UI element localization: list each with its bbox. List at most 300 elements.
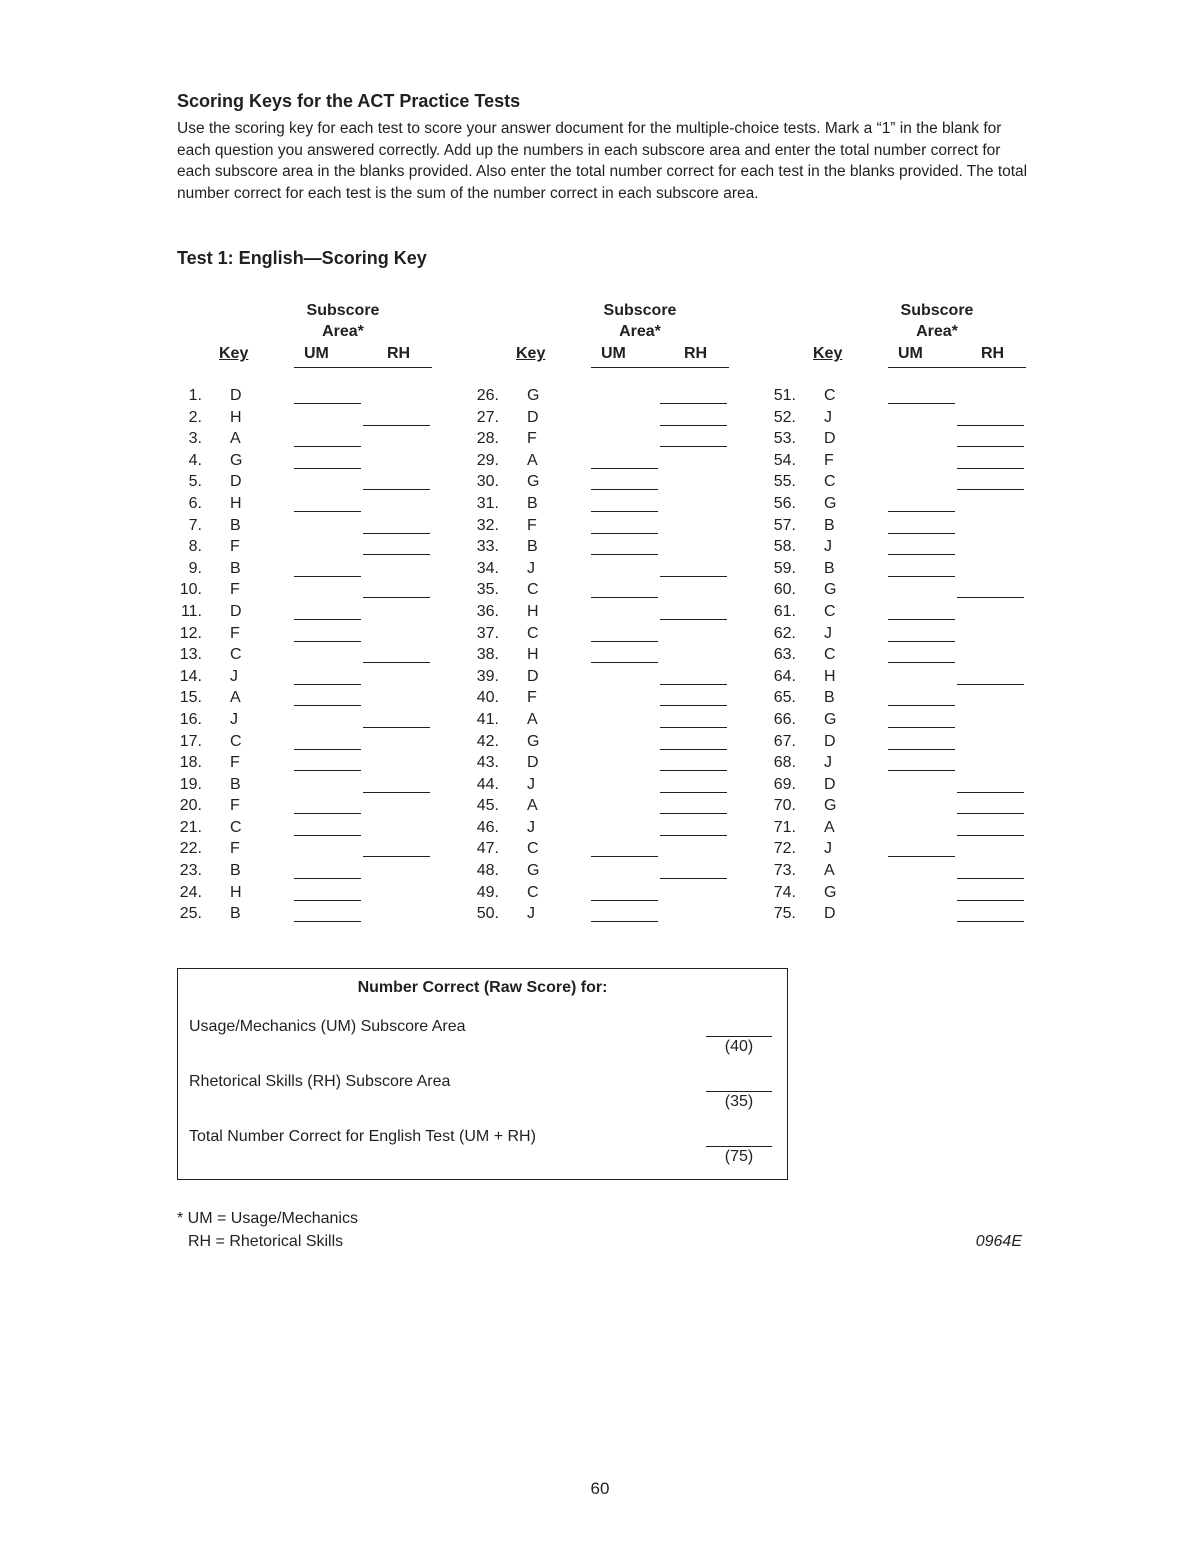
answer-row <box>177 645 437 667</box>
question-number: 7. <box>188 516 202 534</box>
rh-blank[interactable] <box>957 878 1024 879</box>
um-blank[interactable] <box>294 403 361 404</box>
answer-row <box>474 451 734 473</box>
answer-key: G <box>824 494 837 512</box>
answer-key: D <box>824 775 836 793</box>
answer-row <box>177 732 437 754</box>
question-number: 60. <box>773 581 796 599</box>
answer-row <box>177 602 437 624</box>
answer-row <box>474 645 734 667</box>
um-blank[interactable] <box>591 554 658 555</box>
rh-blank[interactable] <box>957 813 1024 814</box>
question-number: 36. <box>476 602 499 620</box>
answer-row <box>474 494 734 516</box>
answer-row <box>177 580 437 602</box>
um-blank[interactable] <box>294 705 361 706</box>
answer-row <box>771 775 1031 797</box>
instructions-paragraph: Use the scoring key for each test to score your answer document for the multiple-choice tests. Mark a “1” in the blank for each question you answered correctly. Add up the numbers in each subscore area and enter the total number correct for each subscore area in the blanks provided. Also enter the total number correct for each test in the blanks provided. The total number correct for each test is the sum of the number correct in each subscore area. <box>177 120 1028 202</box>
question-number: 64. <box>773 667 796 685</box>
answer-row <box>474 904 734 926</box>
answer-row <box>771 429 1031 451</box>
um-blank[interactable] <box>888 770 955 771</box>
um-blank[interactable] <box>591 921 658 922</box>
answer-row <box>474 580 734 602</box>
rh-blank[interactable] <box>957 900 1024 901</box>
answer-key: G <box>824 883 837 901</box>
rh-blank[interactable] <box>660 576 727 577</box>
key-heading: Key <box>219 345 249 362</box>
raw-score-box <box>177 968 788 1180</box>
question-number: 47. <box>476 840 499 858</box>
answer-key: F <box>527 516 537 534</box>
question-number: 2. <box>188 408 202 426</box>
answer-key: B <box>230 516 241 534</box>
um-blank[interactable] <box>294 813 361 814</box>
answer-key: D <box>824 732 836 750</box>
question-number: 9. <box>188 559 202 577</box>
answer-key: A <box>527 710 538 728</box>
answer-key: H <box>230 408 242 426</box>
answer-row <box>771 494 1031 516</box>
rh-blank[interactable] <box>660 446 727 447</box>
question-number: 28. <box>476 430 499 448</box>
um-heading: UM <box>304 345 329 362</box>
answer-row <box>474 861 734 883</box>
answer-key: A <box>527 797 538 815</box>
area-label: Area* <box>916 323 958 340</box>
question-number: 45. <box>476 797 499 815</box>
question-number: 53. <box>773 430 796 448</box>
rh-blank[interactable] <box>363 533 430 534</box>
answer-row <box>177 451 437 473</box>
answer-row <box>771 753 1031 775</box>
answer-key: G <box>824 581 837 599</box>
question-number: 50. <box>476 905 499 923</box>
question-number: 62. <box>773 624 796 642</box>
subscore-heading <box>564 300 716 342</box>
question-number: 30. <box>476 473 499 491</box>
key-heading: Key <box>813 345 843 362</box>
um-blank[interactable] <box>294 446 361 447</box>
answer-row <box>771 861 1031 883</box>
answer-row <box>474 839 734 861</box>
answer-key: B <box>230 559 241 577</box>
question-number: 19. <box>179 775 202 793</box>
question-number: 33. <box>476 538 499 556</box>
answer-row <box>474 818 734 840</box>
rh-blank[interactable] <box>957 446 1024 447</box>
answer-key: A <box>230 689 241 707</box>
um-blank[interactable] <box>888 554 955 555</box>
rh-heading: RH <box>981 345 1005 362</box>
answer-row <box>474 408 734 430</box>
rh-blank[interactable] <box>660 813 727 814</box>
answer-key: G <box>527 862 540 880</box>
question-number: 31. <box>476 494 499 512</box>
answer-row <box>771 883 1031 905</box>
answer-row <box>177 753 437 775</box>
answer-key: C <box>824 646 836 664</box>
answer-row <box>771 796 1031 818</box>
question-number: 6. <box>188 494 202 512</box>
page-title: Scoring Keys for the ACT Practice Tests <box>177 91 521 111</box>
answer-key: B <box>527 494 538 512</box>
um-blank[interactable] <box>888 749 955 750</box>
question-number: 3. <box>188 430 202 448</box>
answer-key: F <box>824 451 834 469</box>
um-blank[interactable] <box>294 921 361 922</box>
question-number: 13. <box>179 646 202 664</box>
answer-row <box>771 688 1031 710</box>
question-number: 26. <box>476 387 499 404</box>
um-blank[interactable] <box>294 641 361 642</box>
um-blank[interactable] <box>591 900 658 901</box>
answer-key: C <box>527 581 539 599</box>
answer-key: C <box>527 883 539 901</box>
subscore-label: Subscore <box>306 302 380 319</box>
answer-row <box>771 408 1031 430</box>
answer-key: J <box>527 905 535 923</box>
um-blank[interactable] <box>591 641 658 642</box>
answer-key-column-1 <box>177 386 437 926</box>
question-number: 39. <box>476 667 499 685</box>
answer-row <box>177 818 437 840</box>
answer-key: F <box>230 754 240 772</box>
answer-key: C <box>230 732 242 750</box>
answer-row <box>177 861 437 883</box>
rh-blank[interactable] <box>957 597 1024 598</box>
question-number: 21. <box>179 818 202 836</box>
answer-key: A <box>824 862 835 880</box>
rh-blank[interactable] <box>957 425 1024 426</box>
rh-blank[interactable] <box>363 489 430 490</box>
question-number: 52. <box>773 408 796 426</box>
question-number: 56. <box>773 494 796 512</box>
rh-blank[interactable] <box>660 770 727 771</box>
question-number: 16. <box>179 710 202 728</box>
answer-row <box>177 710 437 732</box>
question-number: 58. <box>773 538 796 556</box>
english-total-label: Total Number Correct for English Test (UM + RH) <box>189 1128 536 1145</box>
um-blank[interactable] <box>294 770 361 771</box>
um-blank[interactable] <box>888 533 955 534</box>
um-blank[interactable] <box>591 662 658 663</box>
rh-blank[interactable] <box>660 792 727 793</box>
rh-blank[interactable] <box>363 597 430 598</box>
answer-key: G <box>230 451 243 469</box>
english-total-blank[interactable] <box>706 1146 772 1147</box>
question-number: 8. <box>188 538 202 556</box>
rh-blank[interactable] <box>660 403 727 404</box>
rh-heading: RH <box>684 345 708 362</box>
answer-key: J <box>824 754 832 772</box>
answer-key: C <box>824 473 836 491</box>
answer-key: A <box>527 451 538 469</box>
um-heading: UM <box>601 345 626 362</box>
question-number: 51. <box>773 387 796 404</box>
answer-key: B <box>230 775 241 793</box>
question-number: 65. <box>773 689 796 707</box>
answer-key: C <box>824 387 836 404</box>
rh-blank[interactable] <box>957 489 1024 490</box>
answer-key: C <box>527 840 539 858</box>
question-number: 48. <box>476 862 499 880</box>
answer-key: G <box>824 710 837 728</box>
answer-key: F <box>527 689 537 707</box>
um-blank[interactable] <box>294 576 361 577</box>
um-blank[interactable] <box>888 619 955 620</box>
rh-blank[interactable] <box>957 835 1024 836</box>
answer-row <box>474 688 734 710</box>
question-number: 46. <box>476 818 499 836</box>
question-number: 23. <box>179 862 202 880</box>
answer-row <box>771 904 1031 926</box>
rh-blank[interactable] <box>363 727 430 728</box>
rh-blank[interactable] <box>363 856 430 857</box>
question-number: 63. <box>773 646 796 664</box>
rh-blank[interactable] <box>957 684 1024 685</box>
question-number: 12. <box>179 624 202 642</box>
answer-row <box>771 667 1031 689</box>
rh-blank[interactable] <box>660 684 727 685</box>
question-number: 67. <box>773 732 796 750</box>
question-number: 44. <box>476 775 499 793</box>
answer-key: C <box>527 624 539 642</box>
question-number: 5. <box>188 473 202 491</box>
answer-key: B <box>230 862 241 880</box>
rh-max-score: (35) <box>724 1093 754 1110</box>
answer-row <box>771 516 1031 538</box>
answer-row <box>177 775 437 797</box>
question-number: 68. <box>773 754 796 772</box>
page-number: 60 <box>590 1479 610 1498</box>
answer-row <box>177 472 437 494</box>
um-blank[interactable] <box>888 705 955 706</box>
answer-key: D <box>824 430 836 448</box>
um-blank[interactable] <box>888 662 955 663</box>
um-blank[interactable] <box>888 856 955 857</box>
answer-row <box>177 904 437 926</box>
question-number: 38. <box>476 646 499 664</box>
answer-key: D <box>527 754 539 772</box>
question-number: 71. <box>773 818 796 836</box>
answer-key-column-2 <box>474 386 734 926</box>
um-blank[interactable] <box>294 468 361 469</box>
um-blank[interactable] <box>294 684 361 685</box>
header-rule <box>888 367 1026 368</box>
answer-key: F <box>230 538 240 556</box>
answer-key: J <box>527 559 535 577</box>
answer-key: B <box>824 516 835 534</box>
um-max-score: (40) <box>724 1038 754 1055</box>
answer-row <box>474 602 734 624</box>
question-number: 35. <box>476 581 499 599</box>
answer-row <box>771 818 1031 840</box>
answer-row <box>771 386 1031 408</box>
subscore-heading <box>861 300 1013 342</box>
question-number: 1. <box>188 387 202 404</box>
question-number: 37. <box>476 624 499 642</box>
um-total-blank[interactable] <box>706 1036 772 1037</box>
um-blank[interactable] <box>591 489 658 490</box>
answer-row <box>771 559 1031 581</box>
answer-key: C <box>824 602 836 620</box>
answer-row <box>177 559 437 581</box>
question-number: 4. <box>188 451 202 469</box>
answer-key: A <box>824 818 835 836</box>
answer-row <box>474 883 734 905</box>
answer-row <box>474 429 734 451</box>
answer-key: B <box>824 559 835 577</box>
question-number: 10. <box>179 581 202 599</box>
answer-key: F <box>230 581 240 599</box>
answer-row <box>771 472 1031 494</box>
answer-key: G <box>527 473 540 491</box>
um-blank[interactable] <box>294 878 361 879</box>
question-number: 55. <box>773 473 796 491</box>
answer-key: J <box>824 624 832 642</box>
um-total-label: Usage/Mechanics (UM) Subscore Area <box>189 1018 466 1035</box>
answer-row <box>771 580 1031 602</box>
question-number: 41. <box>476 710 499 728</box>
question-number: 72. <box>773 840 796 858</box>
question-number: 20. <box>179 797 202 815</box>
answer-key: G <box>527 387 540 404</box>
answer-row <box>474 775 734 797</box>
answer-key: B <box>527 538 538 556</box>
answer-row <box>177 667 437 689</box>
rh-blank[interactable] <box>957 792 1024 793</box>
um-blank[interactable] <box>888 727 955 728</box>
question-number: 75. <box>773 905 796 923</box>
um-blank[interactable] <box>591 856 658 857</box>
rh-total-blank[interactable] <box>706 1091 772 1092</box>
answer-key: B <box>230 905 241 923</box>
um-blank[interactable] <box>591 511 658 512</box>
answer-row <box>771 602 1031 624</box>
um-blank[interactable] <box>888 511 955 512</box>
answer-key: F <box>230 624 240 642</box>
um-blank[interactable] <box>591 533 658 534</box>
footnote-um: * UM = Usage/Mechanics <box>177 1210 358 1227</box>
answer-row <box>177 429 437 451</box>
rh-blank[interactable] <box>363 662 430 663</box>
key-heading: Key <box>516 345 546 362</box>
answer-key: D <box>230 473 242 491</box>
area-label: Area* <box>619 323 661 340</box>
question-number: 14. <box>179 667 202 685</box>
question-number: 74. <box>773 883 796 901</box>
answer-key: H <box>824 667 836 685</box>
rh-blank[interactable] <box>660 835 727 836</box>
answer-row <box>474 624 734 646</box>
rh-blank[interactable] <box>363 554 430 555</box>
rh-blank[interactable] <box>660 425 727 426</box>
answer-key: F <box>527 430 537 448</box>
subscore-label: Subscore <box>603 302 677 319</box>
answer-key: D <box>230 602 242 620</box>
rh-heading: RH <box>387 345 411 362</box>
rh-blank[interactable] <box>957 468 1024 469</box>
rh-blank[interactable] <box>660 878 727 879</box>
answer-key: D <box>527 667 539 685</box>
rh-blank[interactable] <box>660 619 727 620</box>
question-number: 18. <box>179 754 202 772</box>
um-blank[interactable] <box>888 576 955 577</box>
answer-row <box>177 839 437 861</box>
question-number: 29. <box>476 451 499 469</box>
um-blank[interactable] <box>294 749 361 750</box>
answer-row <box>474 796 734 818</box>
rh-blank[interactable] <box>660 705 727 706</box>
column-header-1 <box>177 300 437 372</box>
column-header-3 <box>771 300 1031 372</box>
question-number: 69. <box>773 775 796 793</box>
rh-blank[interactable] <box>957 921 1024 922</box>
answer-row <box>177 494 437 516</box>
answer-row <box>771 624 1031 646</box>
question-number: 70. <box>773 797 796 815</box>
question-number: 34. <box>476 559 499 577</box>
answer-key: J <box>230 710 238 728</box>
um-blank[interactable] <box>294 835 361 836</box>
um-blank[interactable] <box>294 511 361 512</box>
um-blank[interactable] <box>888 403 955 404</box>
column-header-2 <box>474 300 734 372</box>
question-number: 73. <box>773 862 796 880</box>
subscore-label: Subscore <box>900 302 974 319</box>
answer-row <box>177 408 437 430</box>
answer-row <box>771 839 1031 861</box>
question-number: 15. <box>179 689 202 707</box>
answer-key: D <box>824 905 836 923</box>
um-blank[interactable] <box>294 900 361 901</box>
question-number: 61. <box>773 602 796 620</box>
answer-key: C <box>230 818 242 836</box>
um-blank[interactable] <box>591 597 658 598</box>
answer-row <box>771 645 1031 667</box>
um-blank[interactable] <box>294 619 361 620</box>
um-blank[interactable] <box>888 641 955 642</box>
subscore-heading <box>267 300 419 342</box>
answer-row <box>771 710 1031 732</box>
question-number: 32. <box>476 516 499 534</box>
answer-row <box>177 624 437 646</box>
answer-key: F <box>230 840 240 858</box>
answer-row <box>474 667 734 689</box>
answer-key: H <box>230 883 242 901</box>
header-rule <box>294 367 432 368</box>
answer-row <box>177 796 437 818</box>
question-number: 59. <box>773 559 796 577</box>
answer-row <box>474 386 734 408</box>
answer-key: B <box>824 689 835 707</box>
um-heading: UM <box>898 345 923 362</box>
question-number: 40. <box>476 689 499 707</box>
answer-row <box>474 537 734 559</box>
rh-blank[interactable] <box>363 792 430 793</box>
rh-blank[interactable] <box>363 425 430 426</box>
um-blank[interactable] <box>591 468 658 469</box>
area-label: Area* <box>322 323 364 340</box>
rh-blank[interactable] <box>660 749 727 750</box>
answer-row <box>474 732 734 754</box>
answer-row <box>177 386 437 408</box>
answer-row <box>177 516 437 538</box>
rh-blank[interactable] <box>660 727 727 728</box>
answer-row <box>177 537 437 559</box>
answer-key: H <box>527 602 539 620</box>
